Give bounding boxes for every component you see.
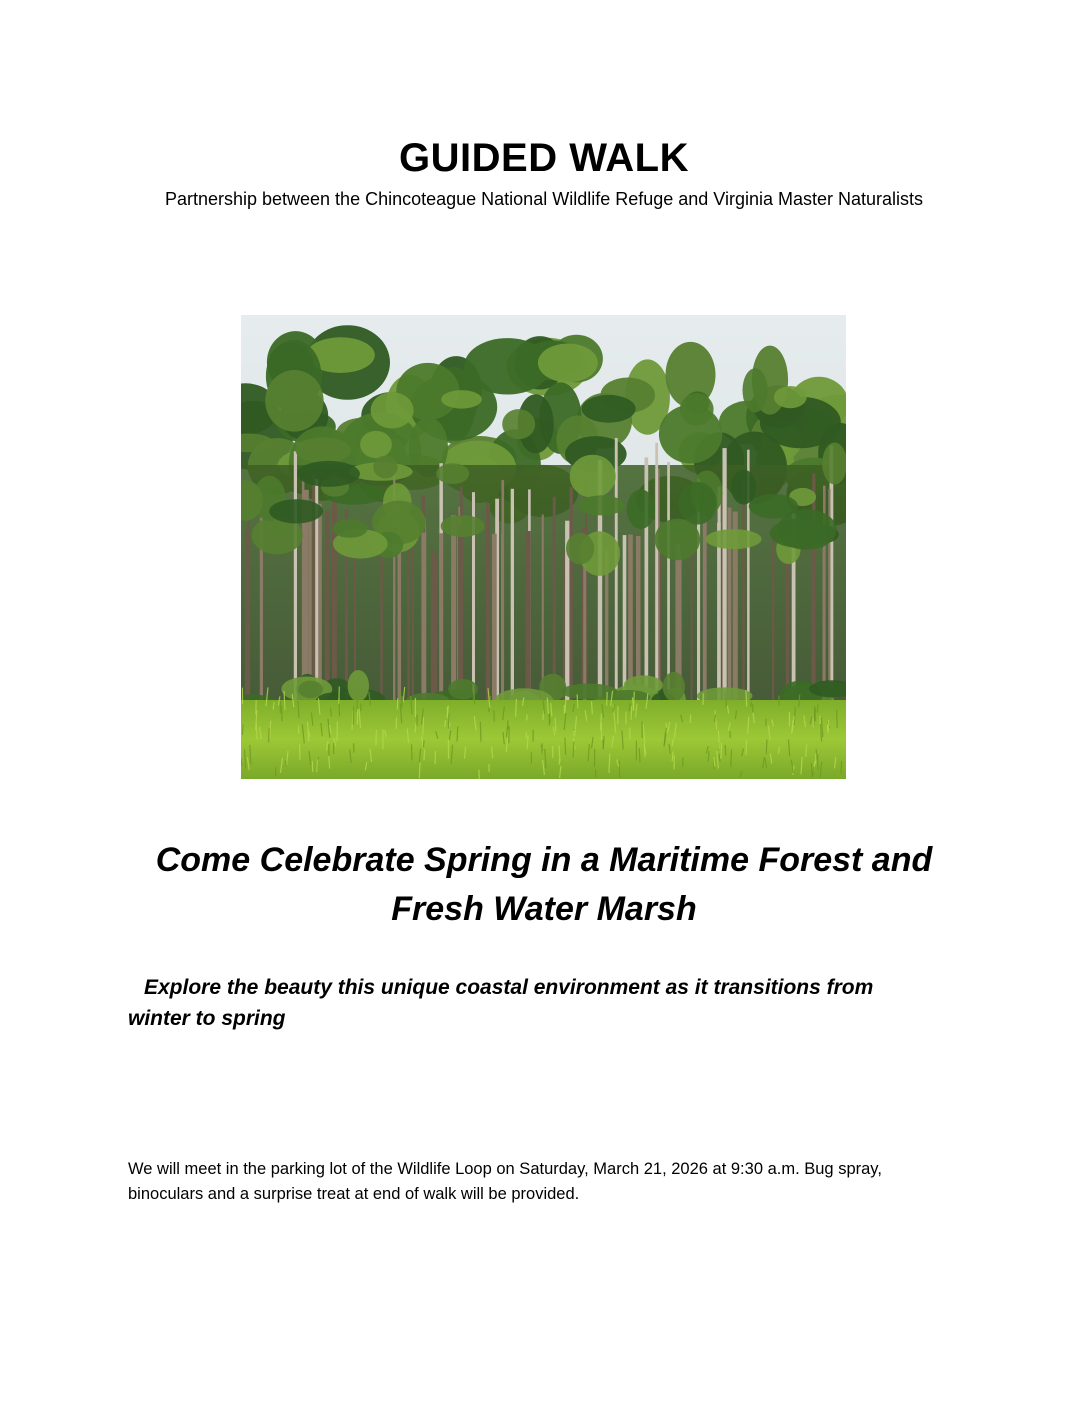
grass-blade [746,740,747,755]
grass-blade [639,748,640,762]
tree-trunk [439,533,443,715]
canopy-clump [373,456,397,479]
dead-tree-trunk [511,489,514,715]
canopy-clump [502,409,535,439]
grass-blade [424,750,425,761]
grass-blade [269,728,270,742]
grass-blade [445,720,446,727]
tree-trunk [486,503,490,715]
event-details: We will meet in the parking lot of the Wildlife Loop on Saturday, March 21, 2026 at 9:30 a.m. Bug spray, binoculars and a surprise treat at end of walk will be provided. [128,1160,882,1203]
grass-blade [565,738,566,755]
grass-blade [286,760,287,766]
grass-blade [242,725,243,735]
grass-blade [725,745,726,756]
page-subtitle: Partnership between the Chincoteague National Wildlife Refuge and Virginia Master Naturalists [164,189,924,209]
canopy-clump [436,463,469,484]
canopy-clump [269,499,323,523]
grass-blade [527,714,528,720]
grass-blade [615,722,616,733]
canopy-clump [570,455,616,498]
canopy-clump [371,392,414,428]
grass-blade [609,754,610,773]
grass-blade [480,722,481,742]
canopy-clump [749,494,798,519]
grass-blade [508,720,509,729]
grass-blade [312,761,313,772]
tree-trunk [492,534,497,715]
grass-blade [419,762,420,778]
grass-blade [814,709,815,721]
tree-trunk [501,480,504,715]
grass-blade [837,709,838,728]
shrub [298,681,323,698]
grass-blade [494,710,495,722]
event-lead: Explore the beauty this unique coastal environment as it transitions from winter to spring [128,976,874,1030]
tree-trunk [247,521,250,715]
canopy-clump [582,395,636,423]
dead-tree-trunk [723,448,727,715]
canopy-clump [578,495,626,515]
grass-blade [423,740,424,747]
tree-trunk [412,548,414,715]
maritime-forest-photo [241,315,846,779]
canopy-clump [706,529,762,549]
canopy-clump [731,470,756,505]
canopy-clump [297,461,360,487]
canopy-clump [360,431,392,458]
grass-blade [527,735,528,749]
grass-blade [423,717,424,735]
page-title: GUIDED WALK [399,136,689,180]
grass-blade [631,706,632,720]
grass-blade [339,687,340,704]
grass-blade [412,744,413,760]
tree-trunk [526,531,531,715]
dead-tree-trunk [718,487,721,715]
canopy-blob [538,344,598,383]
canopy-clump [441,390,482,408]
canopy-clump [743,368,768,412]
grass-blade [708,751,709,762]
canopy-clump [680,393,714,425]
tree-trunk [742,481,744,715]
grass-blade [629,703,630,711]
canopy-blob [265,370,323,432]
dead-tree-trunk [655,443,658,715]
tree-trunk [433,554,438,715]
grass-blade [543,710,544,720]
canopy-clump [774,386,807,408]
grass-blade [516,699,517,717]
grass-blade [766,719,767,726]
grass-blade [607,692,608,706]
grass-blade [457,726,458,741]
grass-blade [721,743,722,759]
canopy-clump [441,515,485,537]
canopy-clump [822,443,846,485]
shrub [663,672,685,702]
canopy-clump [627,489,655,529]
grass-blade [746,690,747,707]
tree-trunk [431,551,433,716]
grass-blade [766,740,767,755]
shrub [348,670,369,702]
canopy-clump [566,533,594,565]
dead-tree-trunk [294,451,297,715]
canopy-clump [333,519,368,538]
grass-blade [280,701,281,713]
tree-trunk [570,487,573,715]
canopy-clump [295,437,351,463]
grass-blade [448,713,449,729]
tree-trunk [421,533,426,716]
event-headline: Come Celebrate Spring in a Maritime Forest and Fresh Water Marsh [155,841,933,928]
tree-trunk [772,528,774,715]
grass-blade [300,744,301,760]
canopy-clump [655,519,700,561]
grass-blade [577,694,578,708]
canopy-clump [679,482,717,525]
grass-blade [376,730,377,746]
grass-blade [731,749,732,766]
